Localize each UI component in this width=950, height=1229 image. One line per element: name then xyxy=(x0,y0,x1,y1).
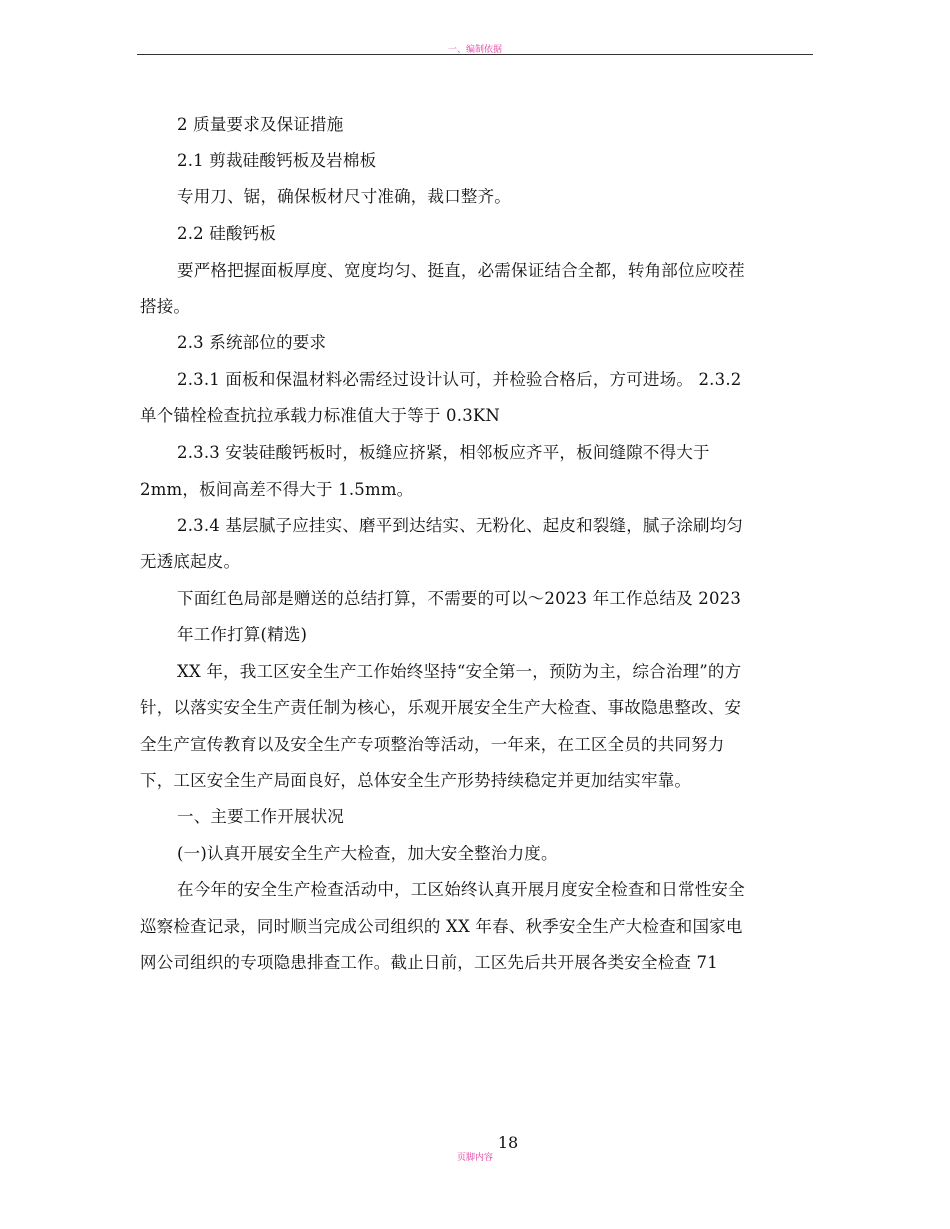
paragraph-line: 在今年的安全生产检查活动中，工区始终认真开展月度安全检查和日常性安全 xyxy=(177,880,745,899)
paragraph-line: 2.3.1 面板和保温材料必需经过设计认可，并检验合格后，方可进场。 2.3.2 xyxy=(177,370,742,389)
subsection-heading: (一)认真开展安全生产大检查，加大安全整治力度。 xyxy=(177,844,558,863)
section-heading: 2 质量要求及保证措施 xyxy=(177,115,344,134)
paragraph-line: 巡察检查记录，同时顺当完成公司组织的 XX 年春、秋季安全生产大检查和国家电 xyxy=(140,917,743,936)
paragraph-line: 单个锚栓检查抗拉承载力标准值大于等于 0.3KN xyxy=(140,406,501,425)
subsection-heading: 2.2 硅酸钙板 xyxy=(177,224,277,243)
footer-text: 页脚内容 xyxy=(456,1153,493,1163)
paragraph-line: 无透底起皮。 xyxy=(140,552,241,571)
section-heading: 一、主要工作开展状况 xyxy=(177,807,344,826)
paragraph-line: 2mm，板间高差不得大于 1.5mm。 xyxy=(140,480,414,499)
paragraph-line: 专用刀、锯，确保板材尺寸准确，裁口整齐。 xyxy=(177,187,511,206)
paragraph-line: XX 年，我工区安全生产工作始终坚持“安全第一，预防为主，综合治理”的方 xyxy=(177,662,742,681)
subsection-heading: 2.3 系统部位的要求 xyxy=(177,333,327,352)
paragraph-line: 2.3.3 安装硅酸钙板时，板缝应挤紧，相邻板应齐平，板间缝隙不得大于 xyxy=(177,443,710,462)
page-header xyxy=(137,44,813,55)
paragraph-line: 年工作打算(精选) xyxy=(177,625,308,644)
paragraph-line: 针，以落实安全生产责任制为核心，乐观开展安全生产大检查、事故隐患整改、安 xyxy=(140,698,742,717)
paragraph-line: 下，工区安全生产局面良好，总体安全生产形势持续稳定并更加结实牢靠。 xyxy=(140,771,692,790)
paragraph-line: 全生产宣传教育以及安全生产专项整治等活动，一年来，在工区全员的共同努力 xyxy=(140,735,725,754)
subsection-heading: 2.1 剪裁硅酸钙板及岩棉板 xyxy=(177,151,377,170)
page-number: 18 xyxy=(497,1133,519,1152)
paragraph-line: 网公司组织的专项隐患排查工作。截止日前，工区先后共开展各类安全检查 71 xyxy=(140,953,718,972)
header-text: 一、编制依据 xyxy=(447,45,502,55)
paragraph-line: 下面红色局部是赠送的总结打算，不需要的可以～2023 年工作总结及 2023 xyxy=(177,589,742,608)
paragraph-line: 2.3.4 基层腻子应挂实、磨平到达结实、无粉化、起皮和裂缝，腻子涂刷均匀 xyxy=(177,516,744,535)
paragraph-line: 要严格把握面板厚度、宽度均匀、挺直，必需保证结合全都，转角部位应咬茬 xyxy=(177,261,745,280)
paragraph-line: 搭接。 xyxy=(140,297,191,316)
